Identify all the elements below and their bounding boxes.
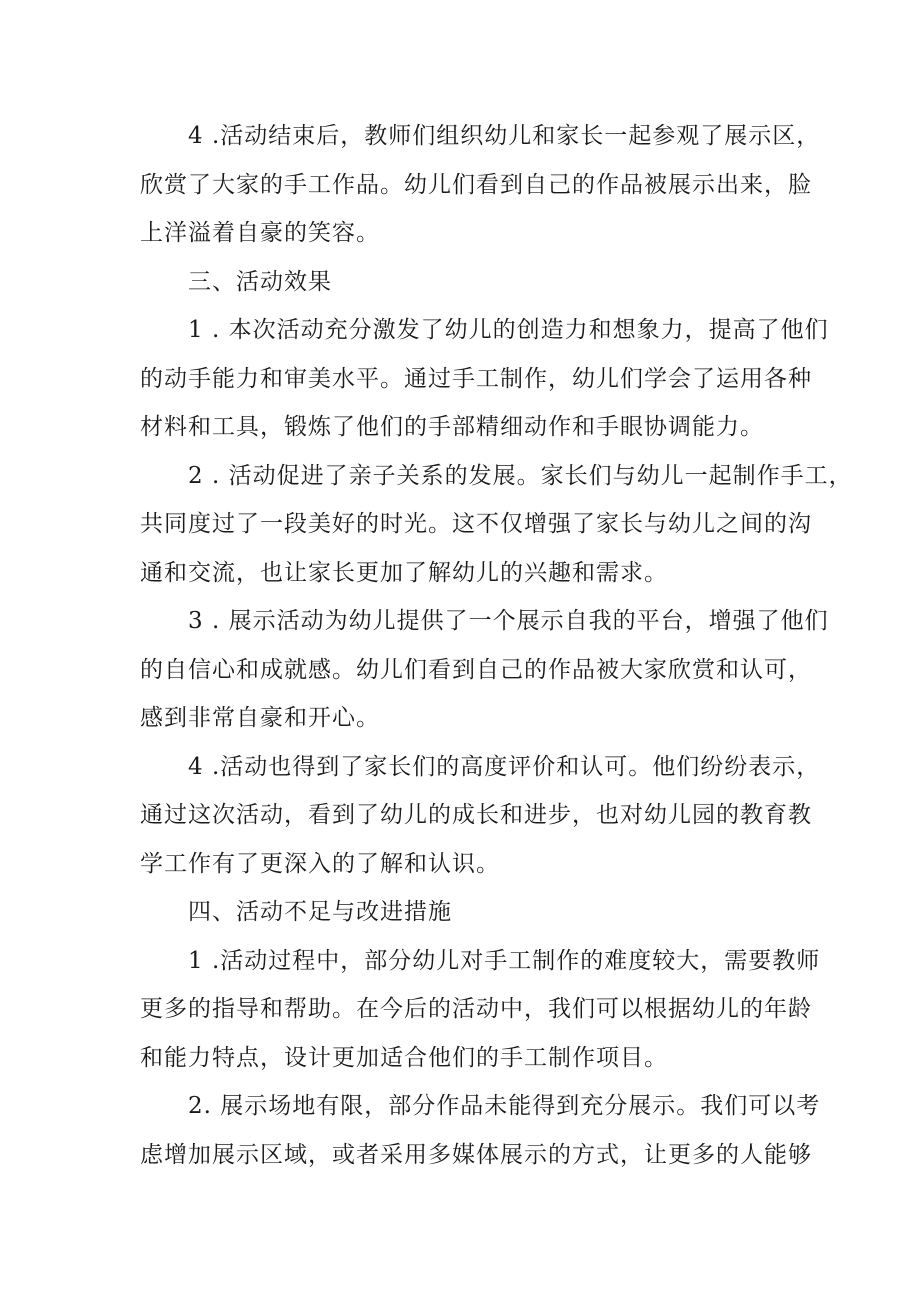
paragraph-line: 通过这次活动，看到了幼儿的成长和进步，也对幼儿园的教育教 — [140, 802, 812, 828]
paragraph-line: 的动手能力和审美水平。通过手工制作，幼儿们学会了运用各种 — [140, 366, 812, 392]
paragraph-line: 4 .活动结束后，教师们组织幼儿和家长一起参观了展示区， — [188, 123, 821, 149]
paragraph-line: 欣赏了大家的手工作品。幼儿们看到自己的作品被展示出来，脸 — [140, 172, 812, 198]
paragraph-line: 通和交流，也让家长更加了解幼儿的兴趣和需求。 — [140, 560, 668, 586]
paragraph-line: 更多的指导和帮助。在今后的活动中，我们可以根据幼儿的年龄 — [140, 996, 812, 1022]
paragraph-line: 3 . 展示活动为幼儿提供了一个展示自我的平台，增强了他们 — [188, 608, 829, 634]
paragraph-line: 上洋溢着自豪的笑容。 — [140, 220, 380, 246]
paragraph-line: 虑增加展示区域，或者采用多媒体展示的方式，让更多的人能够 — [140, 1142, 812, 1168]
paragraph-line: 感到非常自豪和开心。 — [140, 705, 380, 731]
paragraph-line: 1 .活动过程中，部分幼儿对手工制作的难度较大，需要教师 — [188, 948, 821, 974]
paragraph-line: 的自信心和成就感。幼儿们看到自己的作品被大家欣赏和认可， — [140, 657, 812, 683]
paragraph-line: 材料和工具，锻炼了他们的手部精细动作和手眼协调能力。 — [140, 414, 764, 440]
section-heading: 三、活动效果 — [188, 269, 332, 295]
paragraph-line: 和能力特点，设计更加适合他们的手工制作项目。 — [140, 1045, 668, 1071]
paragraph-line: 4 .活动也得到了家长们的高度评价和认可。他们纷纷表示， — [188, 754, 821, 780]
paragraph-line: 2 . 活动促进了亲子关系的发展。家长们与幼儿一起制作手工， — [188, 463, 853, 489]
paragraph-line: 2. 展示场地有限，部分作品未能得到充分展示。我们可以考 — [188, 1093, 821, 1119]
paragraph-line: 1 . 本次活动充分激发了幼儿的创造力和想象力，提高了他们 — [188, 317, 829, 343]
section-heading: 四、活动不足与改进措施 — [188, 899, 452, 925]
paragraph-line: 学工作有了更深入的了解和认识。 — [140, 851, 500, 877]
paragraph-line: 共同度过了一段美好的时光。这不仅增强了家长与幼儿之间的沟 — [140, 511, 812, 537]
